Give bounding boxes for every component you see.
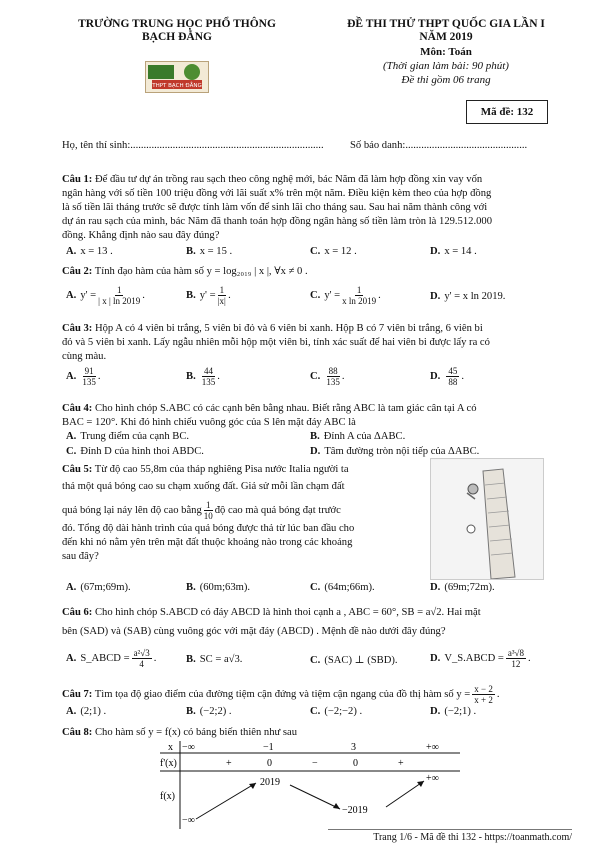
x-val-neg-inf: −∞ <box>182 742 195 753</box>
question-5-option-b: B. (60m;63m). <box>186 582 251 593</box>
sign-zero-1: 0 <box>267 758 272 769</box>
question-3-line-3: cùng màu. <box>62 351 107 362</box>
x-val-minus-1: −1 <box>263 742 274 753</box>
exam-title-line2: NĂM 2019 <box>419 31 473 43</box>
question-7-option-d: D. (−2;1) . <box>430 706 477 717</box>
question-4-option-a: A. Trung điểm của cạnh BC. <box>66 431 190 442</box>
question-2-option-d: D. y' = x ln 2019. <box>430 291 506 302</box>
f-val-neg-inf: −∞ <box>182 815 195 826</box>
question-2-stem: Câu 2: Tính đạo hàm của hàm số y = log₂₀₁₉ | x |, ∀x ≠ 0 . <box>62 266 308 277</box>
question-1-line-5: đồng. Khẳng định nào sau đây đúng? <box>62 230 220 241</box>
f-val-min: −2019 <box>342 805 368 816</box>
svg-text:THPT BẠCH ĐẰNG: THPT BẠCH ĐẰNG <box>152 83 202 89</box>
f-val-max: 2019 <box>260 777 280 788</box>
arrow-up-2 <box>386 781 424 807</box>
question-3-option-d: D. $\frac{45}{88}$ . <box>430 366 464 387</box>
row-label-x: x <box>168 742 173 753</box>
arrow-head-up-2 <box>417 781 424 787</box>
question-3-option-b: B. $\frac{44}{135}$ . <box>186 366 220 387</box>
question-5-option-c: C. (64m;66m). <box>310 582 375 593</box>
question-5-option-d: D. (69m;72m). <box>430 582 495 593</box>
sign-3: + <box>398 758 404 769</box>
school-name-line1: TRƯỜNG TRUNG HỌC PHỔ THÔNG <box>78 18 276 30</box>
question-5-line-4: đó. Tổng độ dài hành trình của quả bóng được thả từ lúc ban đầu cho <box>62 523 355 534</box>
question-6-option-d: D. V_S.ABCD = $\frac{\text{a³√8}}{12}$ . <box>430 648 531 669</box>
school-logo <box>145 61 209 93</box>
sign-zero-2: 0 <box>353 758 358 769</box>
question-3-line-1: Câu 3: Hộp A có 4 viên bi trắng, 5 viên bi đỏ và 6 viên bi xanh. Hộp B có 7 viên bi trắng, 6 viên bi <box>62 323 483 334</box>
question-4-line-2: BAC = 120°. Khi đó hình chiếu vuông góc của S lên mặt đáy ABC là <box>62 417 356 428</box>
question-1-line-2: ngân hàng với số tiền 100 triệu đồng với lãi suất x% trên một năm. Điều kiện kèm theo của hợp đồng <box>62 188 492 199</box>
question-7-option-a: A. (2;1) . <box>66 706 107 717</box>
question-6-option-c: C. (SAC) ⊥ (SBD). <box>310 655 398 666</box>
question-5-option-a: A. (67m;69m). <box>66 582 131 593</box>
question-7-option-c: C. (−2;−2) . <box>310 706 363 717</box>
question-4-option-b: B. Đỉnh A của ΔABC. <box>310 431 406 442</box>
question-6-line-1: Câu 6: Cho hình chóp S.ABCD có đáy ABCD là hình thoi cạnh a , ABC = 60°, SB = a√2. Hai mặt <box>62 607 481 618</box>
arrow-up-1 <box>196 783 256 819</box>
candidate-name-field: Họ, tên thí sinh:......................................................................... <box>62 140 324 151</box>
exam-code-box <box>466 100 548 124</box>
question-5-line-3: quả bóng lại nảy lên độ cao bằng $\frac{1}{10}$ độ cao mà quả bóng đạt trước <box>62 500 341 521</box>
f-val-pos-inf: +∞ <box>426 773 439 784</box>
exam-time: (Thời gian làm bài: 90 phút) <box>383 60 509 72</box>
question-1-option-d: D. x = 14 . <box>430 246 477 257</box>
row-label-f: f(x) <box>160 791 175 802</box>
question-3-line-2: đỏ và 5 viên bi xanh. Lấy ngẫu nhiên mỗi hộp một viên bi, tính xác suất để hai viên bi được lấy ra có <box>62 337 490 348</box>
question-2-option-c: C. y' = $\frac{1}{\text{x ln 2019}}$ . <box>310 285 381 306</box>
question-1-option-b: B. x = 15 . <box>186 246 233 257</box>
question-6-option-a: A. S_ABCD = $\frac{\text{a²√3}}{4}$ . <box>66 648 157 669</box>
x-val-pos-inf: +∞ <box>426 742 439 753</box>
question-4-option-d: D. Tâm đường tròn nội tiếp của ΔABC. <box>310 446 480 457</box>
question-3-option-c: C. $\frac{88}{135}$ . <box>310 366 345 387</box>
question-1-line-1: Câu 1: Để đầu tư dự án trồng rau sạch theo công nghệ mới, bác Năm đã làm hợp đồng xin vay vốn <box>62 174 483 185</box>
question-6-line-2: bên (SAD) và (SAB) cùng vuông góc với mặt đáy (ABCD) . Mệnh đề nào dưới đây đúng? <box>62 626 446 637</box>
question-6-option-b: B. SC = a√3. <box>186 654 243 665</box>
exam-title-line1: ĐỀ THI THỬ THPT QUỐC GIA LẦN I <box>347 18 545 30</box>
candidate-id-field: Số báo danh:.............................................. <box>350 140 528 151</box>
variation-table <box>160 739 460 831</box>
question-5-line-6: sau đây? <box>62 551 99 562</box>
question-3-option-a: A. $\frac{91}{135}$ . <box>66 366 101 387</box>
exam-subject: Môn: Toán <box>420 46 472 58</box>
row-label-fprime: f'(x) <box>160 758 177 769</box>
question-2-option-a: A. y' = $\frac{1}{| x | \ln 2019}$ . <box>66 285 145 306</box>
question-7-stem: Câu 7: Tìm tọa độ giao điểm của đường tiệm cận đứng và tiệm cận ngang của đồ thị hàm số y = $\frac{x - 2}{x + 2}$ . <box>62 684 500 705</box>
question-4-option-c: C. Đỉnh D của hình thoi ABDC. <box>66 446 204 457</box>
question-7-option-b: B. (−2;2) . <box>186 706 232 717</box>
question-2-option-b: B. y' = $\frac{1}{|x|}$ . <box>186 285 231 306</box>
sign-2: − <box>312 758 318 769</box>
exam-page-count: Đề thi gồm 06 trang <box>401 74 491 86</box>
sign-1: + <box>226 758 232 769</box>
question-4-line-1: Câu 4: Cho hình chóp S.ABC có các cạnh bên bằng nhau. Biết rằng ABC là tam giác cân tại A có <box>62 403 477 414</box>
page-footer: Trang 1/6 - Mã đề thi 132 - https://toanmath.com/ <box>328 829 572 843</box>
x-val-3: 3 <box>351 742 356 753</box>
school-name-line2: BẠCH ĐẰNG <box>142 31 212 43</box>
question-5-line-2: thả một quả bóng cao su chạm xuống đất. Giả sử mỗi lần chạm đất <box>62 481 345 492</box>
question-1-line-3: là số tiền lãi tháng trước sẽ được tính làm vốn để sinh lãi cho tháng sau. Sau hai năm thành công với <box>62 202 488 213</box>
question-8-stem: Câu 8: Cho hàm số y = f(x) có bảng biến thiên như sau <box>62 727 298 738</box>
question-1-option-a: A. x = 13 . <box>66 246 113 257</box>
pisa-tower-image <box>430 458 544 580</box>
arrow-down <box>290 785 340 809</box>
question-5-line-1: Câu 5: Từ độ cao 55,8m của tháp nghiêng Pisa nước Italia người ta <box>62 464 349 475</box>
question-1-option-c: C. x = 12 . <box>310 246 357 257</box>
question-5-line-5: đến khi nó nằm yên trên mặt đất thuộc khoảng nào trong các khoảng <box>62 537 353 548</box>
question-1-line-4: dự án rau sạch của mình, bác Năm đã thanh toán hợp đồng ngân hàng số tiền làm tròn là 129.512.000 <box>62 216 492 227</box>
exam-code: Mã đề: 132 <box>480 106 534 118</box>
